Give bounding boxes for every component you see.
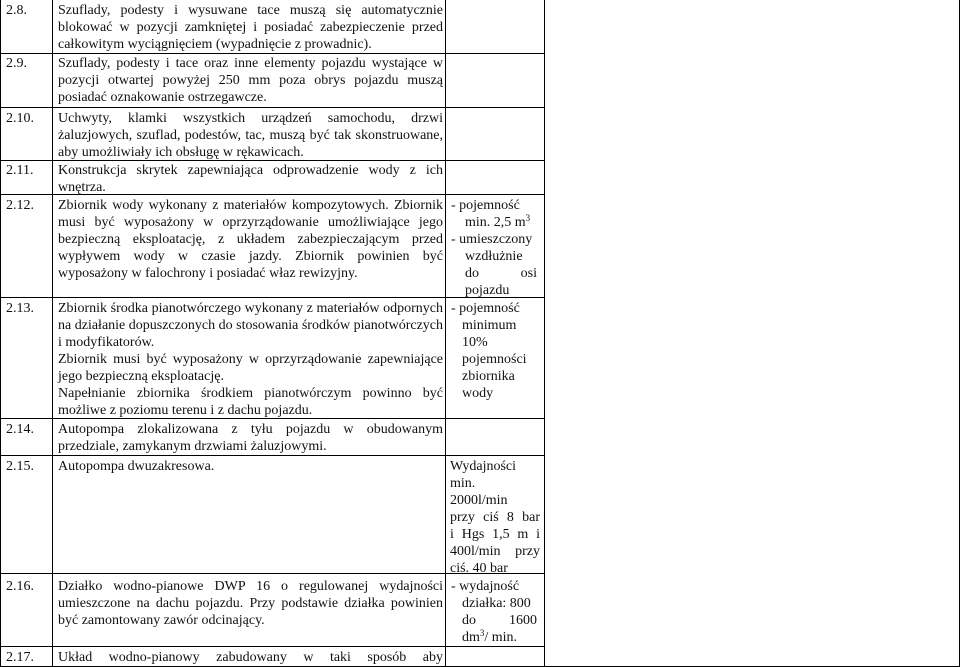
row-text: Szuflady, podesty i wysuwane tace muszą się automatycznie blokować w pozycji zamkniętej i posiadać zabezpieczenie przed całkowitym wyciągnięciem (wypadnięcie z prowadnic). (58, 3, 443, 52)
note-text: dm (462, 630, 480, 645)
row-text: Konstrukcja skrytek zapewniająca odprowadzenie wody z ich wnętrza. (58, 163, 443, 195)
note-line (451, 214, 537, 231)
row-divider (0, 455, 545, 456)
table-border-left (0, 0, 1, 667)
note-line: zbiornika (462, 369, 515, 384)
note-line: i Hgs 1,5 m i (450, 527, 540, 542)
row-text: Autopompa dwuzakresowa. (58, 459, 215, 474)
row-text: Zbiornik środka pianotwórczego wykonany z materiałów odpornych na działanie dopuszczonych do stosowania środków pianotwórczych i modyfikatorów. (58, 301, 443, 350)
note-line: - pojemność (451, 301, 520, 316)
row-number: 2.13. (6, 301, 34, 316)
row-text: Działko wodno-pianowe DWP 16 o regulowanej wydajności umieszczone na dachu pojazdu. Przy podstawie działka powinien być zamontowany zawór odcinający. (58, 579, 443, 628)
row-number: 2.10. (6, 111, 34, 126)
row-text: Zbiornik musi być wyposażony w oprzyrządowanie zapewniające jego bezpieczną eksploatację. (58, 352, 443, 384)
row-divider (0, 107, 545, 108)
note-line: 2000l/min (450, 493, 508, 508)
note-line: wody (462, 386, 494, 401)
note-line: wzdłużnie (465, 249, 523, 264)
superscript: 3 (479, 628, 485, 638)
note-line: - pojemność (451, 198, 520, 213)
column-divider-notes (544, 0, 545, 667)
note-monitor-output (451, 578, 537, 646)
superscript: 3 (525, 213, 531, 223)
note-line (451, 629, 537, 646)
row-text: Szuflady, podesty i tace oraz inne elementy pojazdu wystające w pozycji otwartej powyżej 250 mm poza obrys pojazdu muszą posiadać oznakowanie ostrzegawcze. (58, 56, 443, 105)
note-pump-output (450, 458, 540, 577)
note-line: Wydajności (450, 459, 517, 474)
row-number: 2.12. (6, 198, 34, 213)
note-line: do osi (465, 266, 537, 281)
note-foam-tank (451, 300, 537, 402)
row-text: Napełnianie zbiornika środkiem pianotwórczym powinno być możliwe z poziomu terenu i z dachu pojazdu. (58, 386, 443, 418)
row-number: 2.14. (6, 422, 34, 437)
note-text: / min. (484, 630, 518, 645)
row-text: Autopompa zlokalizowana z tyłu pojazdu w obudowanym przedziale, zamykanym drzwiami żaluzjowymi. (58, 422, 443, 454)
note-line: - wydajność (451, 579, 520, 594)
row-text: Układ wodno-pianowy zabudowany w taki sposób aby (58, 650, 443, 665)
note-line: minimum (462, 318, 517, 333)
note-line: pojazdu (465, 283, 510, 298)
row-number: 2.16. (6, 579, 34, 594)
row-number: 2.9. (6, 56, 27, 71)
note-tank-capacity (451, 197, 537, 299)
row-text: Uchwyty, klamki wszystkich urządzeń samochodu, drzwi żaluzjowych, szuflad, podestów, tac, muszą być tak skonstruowane, aby umożliwiały ich obsługę w rękawicach. (58, 111, 443, 160)
column-divider-number (52, 0, 53, 667)
row-number: 2.11. (6, 163, 34, 178)
note-line: 10% (462, 335, 488, 350)
column-divider-requirements (445, 0, 446, 667)
note-line: - umieszczony (451, 232, 533, 247)
note-line: 400l/min przy (450, 544, 540, 559)
note-line: min. (450, 476, 476, 491)
row-number: 2.15. (6, 459, 34, 474)
note-line: do 1600 (462, 613, 537, 628)
note-text: min. 2,5 m (465, 215, 526, 230)
row-number: 2.17. (6, 650, 34, 665)
row-text: Zbiornik wody wykonany z materiałów kompozytowych. Zbiornik musi być wyposażony w oprzyrządowanie umożliwiające jego bezpieczną eksploatację, z układem zabezpieczającym przed wypływem wody w czasie jazdy. Zbiornik powinien być wyposażony w falochrony i posiadać właz rewizyjny. (58, 198, 443, 281)
note-line: pojemności (462, 352, 527, 367)
row-number: 2.8. (6, 3, 27, 18)
note-line: działka: 800 (462, 596, 531, 611)
note-line: przy ciś 8 bar (450, 510, 540, 525)
row-divider (0, 646, 545, 647)
note-line: ciś. 40 bar (450, 561, 508, 576)
row-divider (0, 53, 545, 54)
